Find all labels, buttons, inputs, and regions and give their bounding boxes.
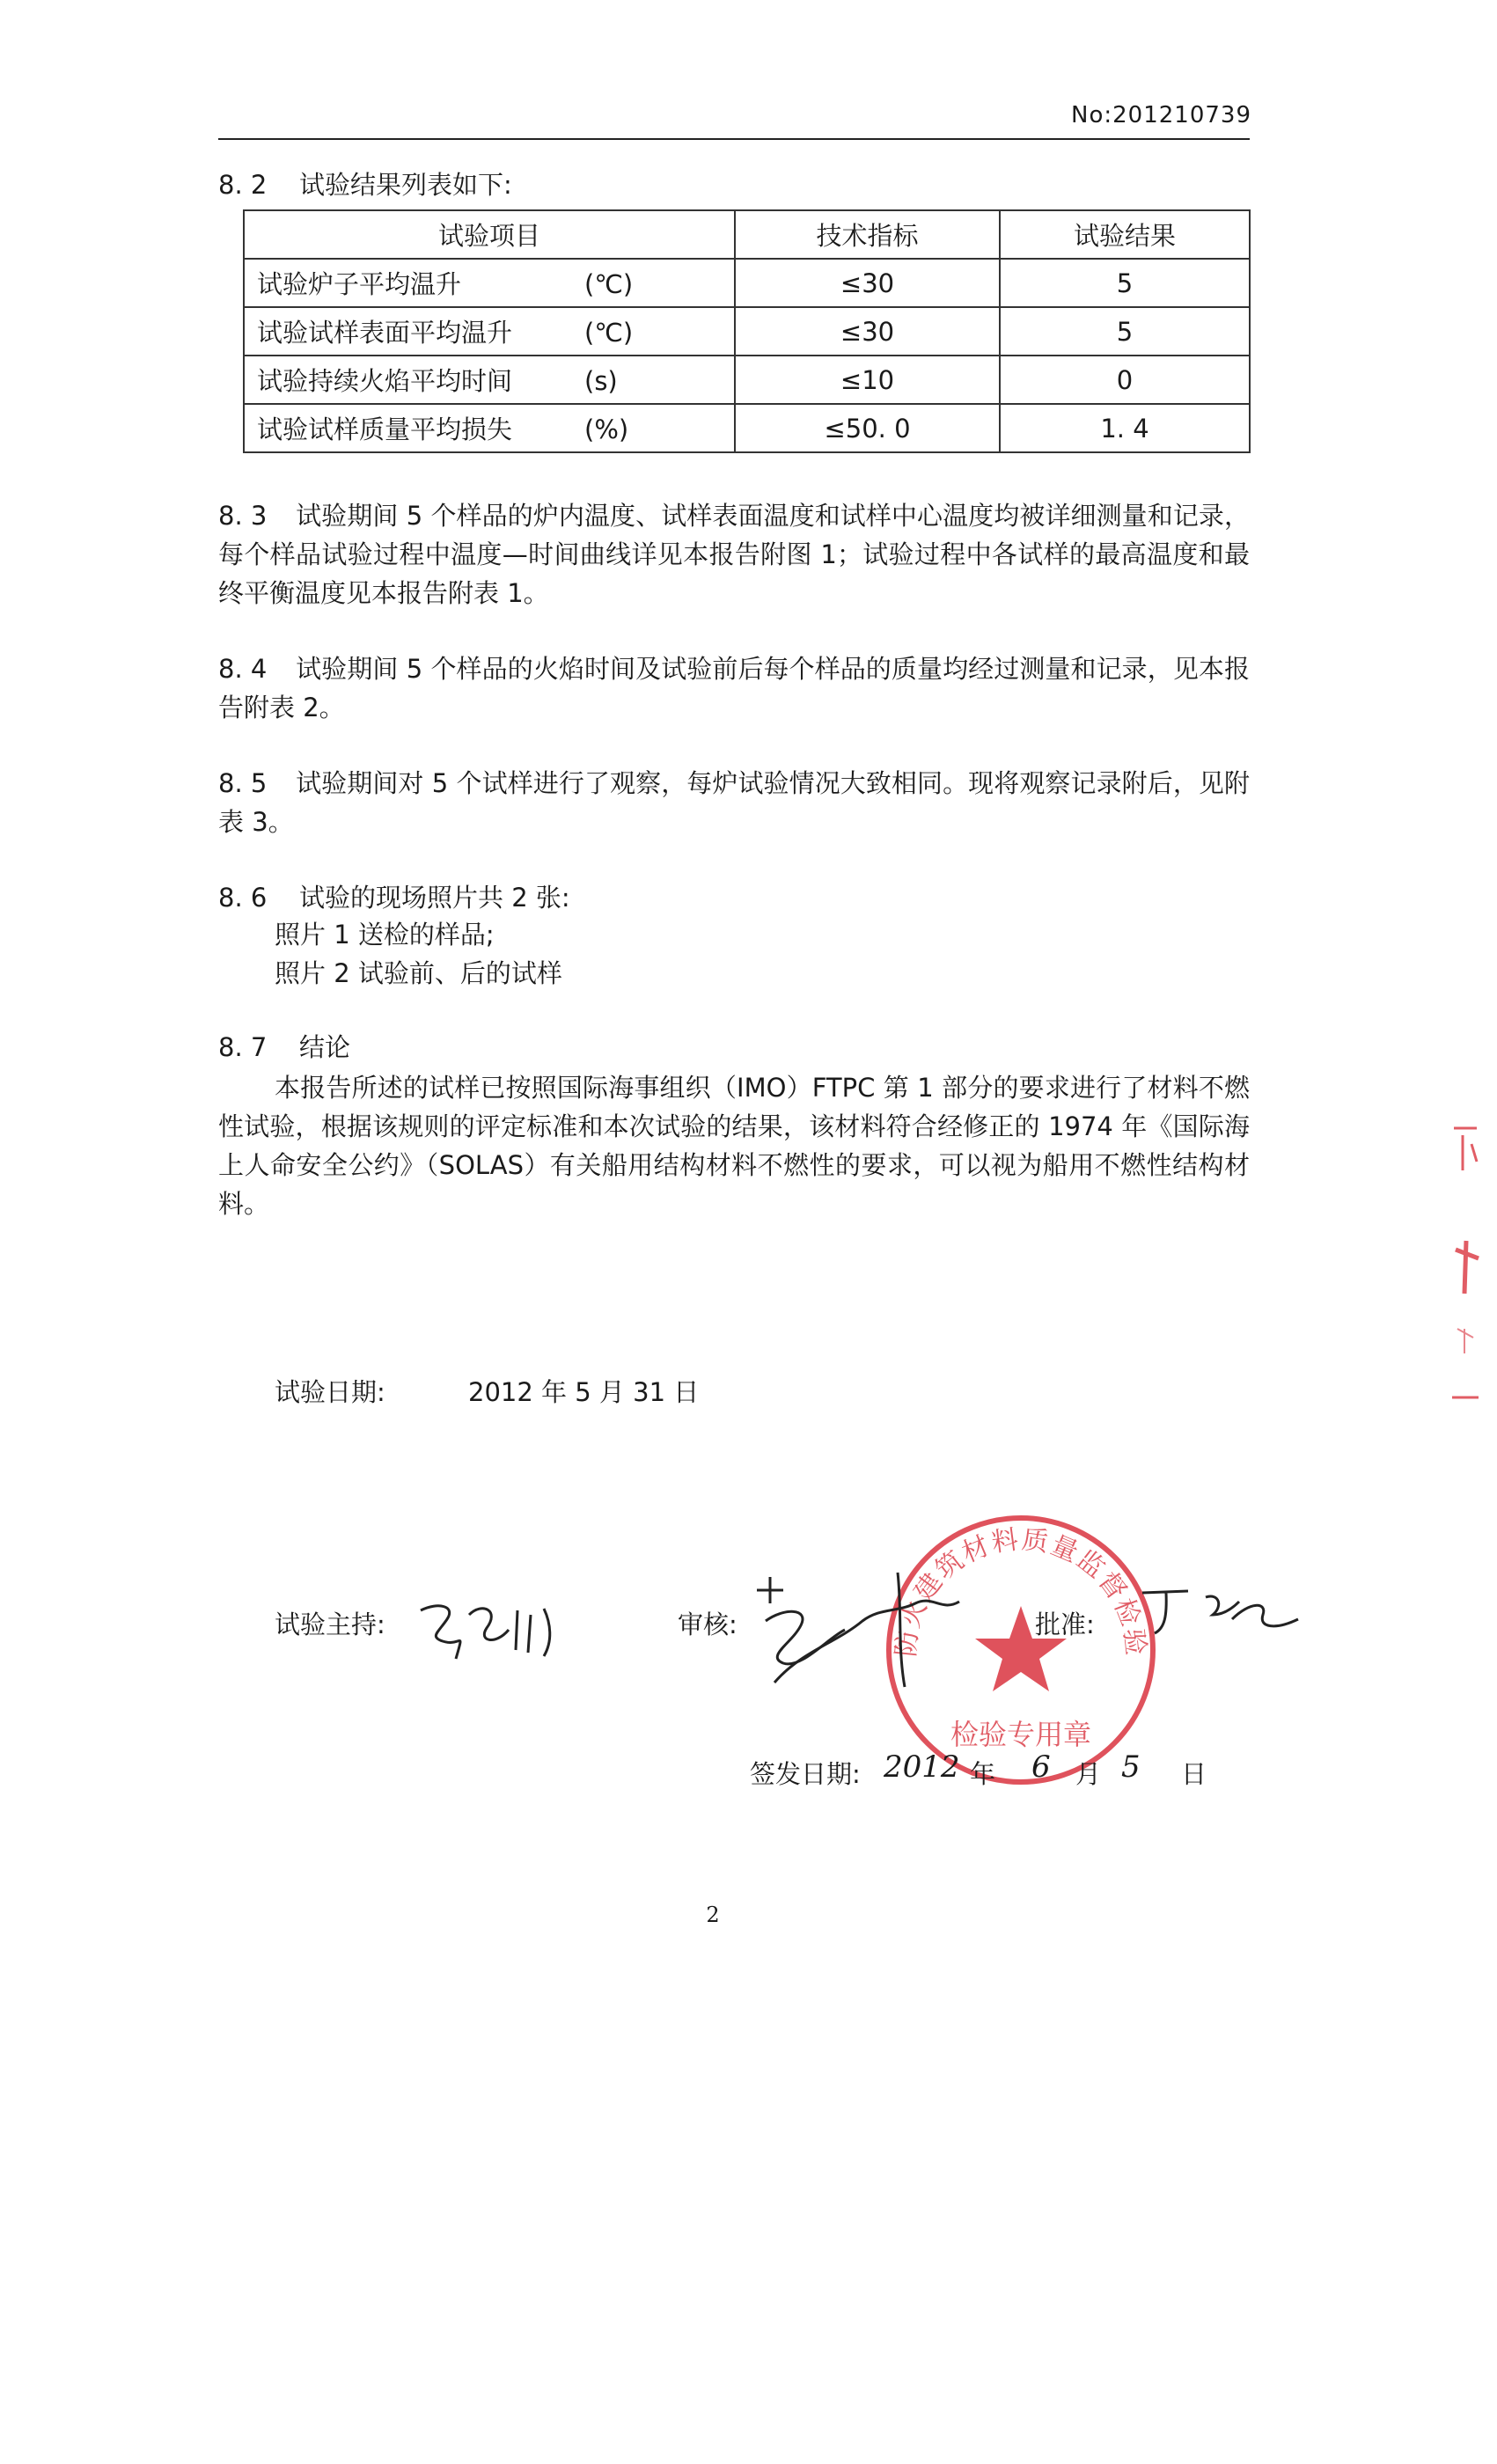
issue-date-day-suffix: 日	[1181, 1759, 1207, 1789]
section-title: 试验结果列表如下:	[299, 170, 512, 200]
section-text: 试验期间 5 个样品的炉内温度、试样表面温度和试样中心温度均被详细测量和记录，每个样品试验过程中温度—时间曲线详见本报告附图 1；试验过程中各试样的最高温度和最终平衡温度见本报告附表 1。	[218, 501, 1250, 608]
section-8-3	[218, 496, 1250, 612]
photo-item: 照片 2 试验前、后的试样	[275, 958, 562, 988]
row-unit: (%)	[584, 414, 629, 444]
row-item: 试验炉子平均温升	[257, 269, 462, 299]
section-8-5	[218, 764, 1250, 841]
section-number: 8. 4	[218, 654, 268, 684]
section-number: 8. 2	[218, 170, 268, 200]
stamp-bottom-text: 检验专用章	[950, 1718, 1092, 1751]
row-result: 5	[1000, 307, 1250, 356]
row-item: 试验试样表面平均温升	[257, 318, 513, 348]
section-number: 8. 6	[218, 883, 268, 913]
row-item-cell	[244, 307, 735, 356]
approve-label: 批准:	[1035, 1610, 1095, 1639]
section-title: 试验的现场照片共 2 张:	[299, 883, 570, 913]
issue-date-month-suffix: 月	[1075, 1759, 1102, 1789]
header-result: 试验结果	[1000, 210, 1250, 259]
section-8-2-heading	[218, 167, 512, 202]
table-row	[244, 356, 1250, 404]
section-8-7-heading	[218, 1030, 350, 1065]
row-unit: (℃)	[584, 269, 634, 299]
row-item-cell	[244, 356, 735, 404]
table-header-row	[244, 210, 1250, 259]
section-text: 试验期间 5 个样品的火焰时间及试验前后每个样品的质量均经过测量和记录，见本报告附表 2。	[218, 654, 1250, 722]
section-8-6-heading	[218, 880, 570, 915]
test-date-value: 2012 年 5 月 31 日	[468, 1377, 700, 1407]
row-item: 试验试样质量平均损失	[257, 414, 513, 444]
host-signature	[412, 1575, 588, 1672]
table-row	[244, 307, 1250, 356]
test-date-label: 试验日期:	[275, 1377, 385, 1407]
header-spec: 技术指标	[735, 210, 1000, 259]
row-result: 5	[1000, 259, 1250, 307]
page-number: 2	[706, 1903, 720, 1927]
table-row	[244, 404, 1250, 452]
review-label: 审核:	[678, 1610, 737, 1639]
section-text: 试验期间对 5 个试样进行了观察，每炉试验情况大致相同。现将观察记录附后，见附表 3。	[218, 768, 1250, 837]
approve-signature	[1135, 1575, 1303, 1646]
row-unit: (℃)	[584, 318, 634, 348]
row-spec: ≤10	[735, 356, 1000, 404]
table-row	[244, 259, 1250, 307]
conclusion-paragraph: 本报告所述的试样已按照国际海事组织（IMO）FTPC 第 1 部分的要求进行了材料不燃性试验，根据该规则的评定标准和本次试验的结果，该材料符合经修正的 1974 年《国际海上人命安全公约》（SOLAS）有关船用结构材料不燃性的要求，可以视为船用不燃性结构材料。	[218, 1073, 1250, 1219]
issue-date-day: 5	[1121, 1749, 1141, 1785]
row-result: 0	[1000, 356, 1250, 404]
row-spec: ≤50. 0	[735, 404, 1000, 452]
row-item: 试验持续火焰平均时间	[257, 366, 513, 396]
review-signature	[748, 1559, 994, 1691]
host-label: 试验主持:	[275, 1610, 385, 1639]
header-rule	[218, 138, 1250, 140]
row-spec: ≤30	[735, 259, 1000, 307]
edge-seal-fragment	[1447, 1118, 1482, 1408]
stamp-top-text: 防火建筑材料质量监督检验	[891, 1524, 1151, 1659]
report-number: No:201210739	[1071, 102, 1251, 128]
issue-date-label: 签发日期:	[750, 1759, 861, 1789]
section-number: 8. 5	[218, 768, 268, 798]
row-unit: (s)	[584, 366, 618, 396]
row-item-cell	[244, 404, 735, 452]
issue-date-year-suffix: 年	[970, 1759, 996, 1789]
issue-date-year: 2012	[884, 1749, 960, 1785]
section-number: 8. 7	[218, 1032, 268, 1062]
row-result: 1. 4	[1000, 404, 1250, 452]
section-number: 8. 3	[218, 501, 268, 531]
row-item-cell	[244, 259, 735, 307]
section-8-4	[218, 649, 1250, 727]
header-item: 试验项目	[244, 210, 735, 259]
row-spec: ≤30	[735, 307, 1000, 356]
issue-date-month: 6	[1031, 1749, 1051, 1785]
section-title: 结论	[299, 1032, 351, 1062]
results-table	[243, 209, 1251, 453]
photo-item: 照片 1 送检的样品;	[275, 920, 495, 950]
conclusion-text	[218, 1068, 1250, 1223]
